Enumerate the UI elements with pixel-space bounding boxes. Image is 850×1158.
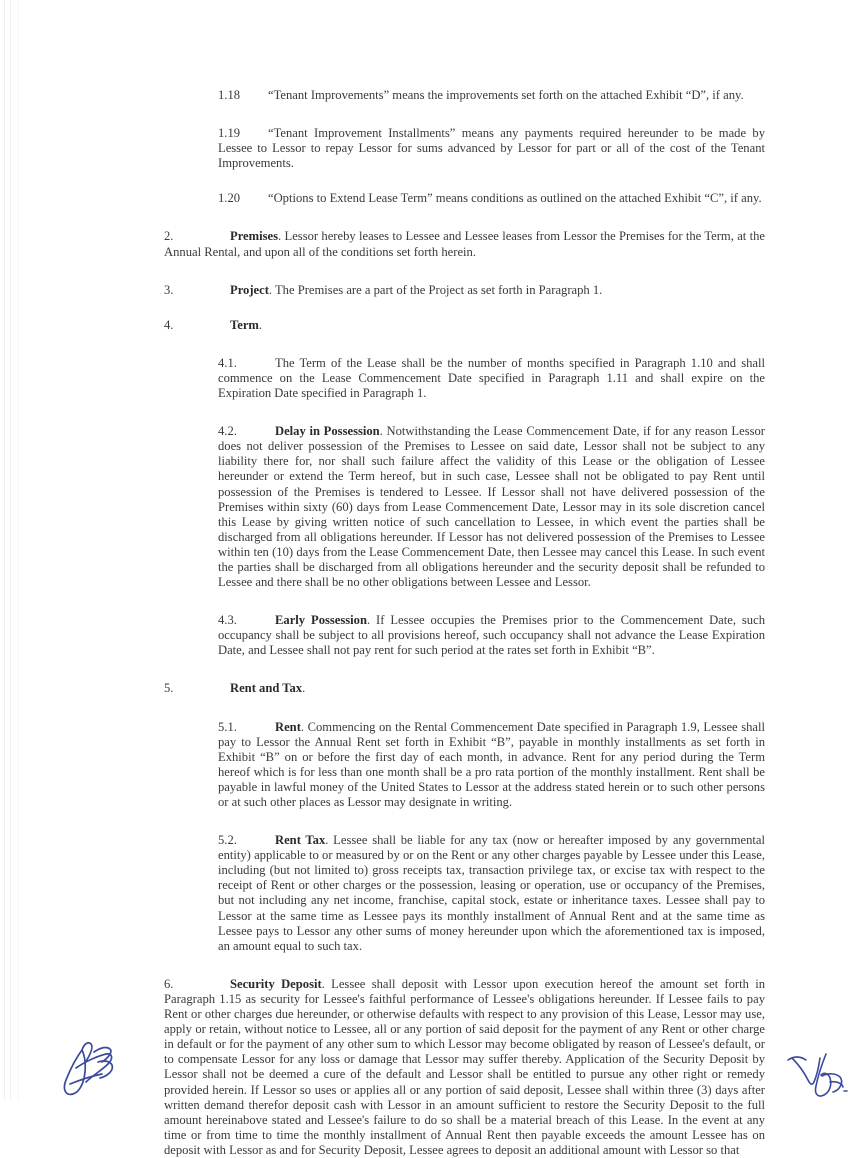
clause-text: . If Lessee occupies the Premises prior to the Commencement Date, such occupancy shall be subject to all provisions hereof, such occupancy shall not advance the Lease Expiration Date, and Lessee shall not pay rent for such period at the rates set forth in Exhibit “B”. bbox=[218, 613, 765, 658]
clause-1-18 bbox=[117, 88, 765, 103]
clause-heading: Security Deposit bbox=[230, 976, 322, 991]
clause-text: . The Premises are a part of the Project as set forth in Paragraph 1. bbox=[268, 282, 603, 297]
clause-heading: Rent bbox=[275, 719, 301, 734]
clause-number: 4. bbox=[164, 317, 174, 332]
clause-text: . bbox=[258, 317, 263, 332]
clause-heading: Term bbox=[230, 317, 259, 332]
clause-number: 5.1. bbox=[218, 719, 237, 734]
clause-4-1 bbox=[117, 356, 765, 401]
clause-heading: Rent and Tax bbox=[230, 681, 303, 696]
clause-1-19 bbox=[117, 126, 765, 171]
signature-initials-right bbox=[786, 1048, 850, 1100]
clause-number: 2. bbox=[164, 229, 174, 244]
clause-text: . Commencing on the Rental Commencement Date specified in Paragraph 1.9, Lessee shall pay to Lessor the Annual Rent set forth in Exhibit “B”, payable in monthly installments as set forth in Exhibit “B” on or before the first day of each month, in advance. Rent for any period during the Term hereof which is for less than one month shall be a pro rata portion of the monthly installment. Rent shall be payable in lawful money of the United States to Lessor at the address stated herein or to such other persons or at such other places as Lessor may designate in writing. bbox=[218, 719, 765, 809]
clause-number: 4.2. bbox=[218, 424, 237, 439]
clause-5-1-rent bbox=[117, 720, 765, 811]
clause-text: . bbox=[302, 681, 306, 696]
clause-text: “Tenant Improvement Installments” means any payments required hereunder to be made by Lessee to Lessor to repay Lessor for sums advanced by Lessor for part or all of the cost of the Tenant Improvements. bbox=[218, 126, 765, 171]
clause-5-2-rent-tax bbox=[117, 833, 765, 954]
document-body bbox=[117, 88, 765, 1158]
clause-heading: Premises bbox=[230, 229, 279, 244]
clause-number: 1.19 bbox=[218, 126, 241, 141]
clause-3-project bbox=[117, 283, 765, 298]
clause-number: 1.18 bbox=[218, 88, 241, 102]
signature-mark-icon bbox=[786, 1048, 850, 1100]
clause-heading: Early Possession bbox=[275, 613, 367, 628]
clause-number: 6. bbox=[164, 976, 174, 991]
clause-1-20 bbox=[117, 191, 765, 206]
scan-artifact-line bbox=[4, 0, 5, 1100]
clause-number: 5.2. bbox=[218, 833, 237, 848]
clause-number: 1.20 bbox=[218, 191, 241, 206]
clause-5-rent-and-tax bbox=[117, 681, 765, 696]
clause-text: The Term of the Lease shall be the number of months specified in Paragraph 1.10 and shall commence on the Lease Commencement Date specified in Paragraph 1.11 and shall expire on the Expiration Date specified in Paragraph 1. bbox=[218, 355, 765, 401]
clause-number: 5. bbox=[164, 681, 174, 696]
clause-text: “Tenant Improvements” means the improvements set forth on the attached Exhibit “D”, if any. bbox=[268, 88, 744, 102]
clause-text: . Lessee shall deposit with Lessor upon execution hereof the amount set forth in Paragraph 1.15 as security for Lessee's faithful performance of Lessee's obligations hereunder. If Lessee fails to pay Rent or other charges due hereunder, or otherwise defaults with respect to any provision of this Lease, Lessor may use, apply or retain, without notice to Lessee, all or any portion of said deposit for the payment of any Rent or other charge in default or for the payment of any other sum to which Lessor may become obligated by reason of Lessee's default, or to compensate Lessor for any loss or damage that Lessor may suffer thereby. Application of the Security Deposit by Lessor shall not be deemed a cure of the default and Lessor shall be entitled to pursue any other right or remedy provided herein. If Lessor so uses or applies all or any portion of said deposit, Lessee shall within three (3) days after written demand therefor deposit cash with Lessor in an amount sufficient to restore the Security Deposit to the full amount hereinabove stated and Lessee's failure to do so shall be a material breach of this Lease. In the event at any time or from time to time the monthly installment of Annual Rent then payable exceeds the amount Lessee has on deposit with Lessor as and for Security Deposit, Lessee agrees to deposit an additional amount with Lessor so that bbox=[164, 976, 766, 1157]
clause-number: 3. bbox=[164, 282, 174, 297]
clause-text: . Lessee shall be liable for any tax (now or hereafter imposed by any governmental entity) applicable to or measured by or on the Rent or any other charges payable by Lessee under this Lease, including (but not limited to) gross receipts tax, transaction privilege tax, or excise tax with respect to the receipt of Rent or other charges or the possession, leasing or operation, use or occupancy of the Premises, but not including any net income, franchise, capital stock, estate or inheritance taxes. Lessee shall pay to Lessor at the same time as Lessee pays its monthly installment of Annual Rent and at the same time as Lessee pays to Lessor any other sums of money hereunder upon which the aforementioned tax is imposed, an amount equal to such tax. bbox=[218, 833, 766, 953]
clause-heading: Rent Tax bbox=[275, 833, 326, 848]
clause-2-premises bbox=[117, 229, 765, 259]
clause-4-2-delay-in-possession bbox=[117, 424, 765, 590]
clause-text: . Lessor hereby leases to Lessee and Lessee leases from Lessor the Premises for the Term, at the Annual Rental, and upon all of the conditions set forth herein. bbox=[164, 229, 765, 259]
scan-artifact-line bbox=[10, 0, 11, 1100]
clause-heading: Delay in Possession bbox=[275, 424, 380, 439]
scan-artifact-line bbox=[18, 0, 19, 1100]
clause-4-term bbox=[117, 318, 765, 333]
clause-4-3-early-possession bbox=[117, 613, 765, 658]
clause-number: 4.3. bbox=[218, 613, 237, 628]
clause-6-security-deposit bbox=[117, 977, 765, 1158]
clause-text: “Options to Extend Lease Term” means conditions as outlined on the attached Exhibit “C”, if any. bbox=[268, 191, 762, 206]
clause-heading: Project bbox=[230, 282, 269, 297]
clause-text: . Notwithstanding the Lease Commencement Date, if for any reason Lessor does not deliver possession of the Premises to Lessee on said date, Lessor shall not be subject to any liability there for, nor shall such failure affect the validity of this Lease or the obligation of Lessee hereunder or extend the Term hereof, but in such case, Lessee shall not be obligated to pay Rent until possession of the Premises is tendered to Lessee. If Lessor shall not have delivered possession of the Premises within sixty (60) days from Lease Commencement Date, Lessor may in its sole discretion cancel this Lease by giving written notice of such cancellation to Lessee, in which event the parties shall be discharged from all obligations hereunder. If Lessor has not delivered possession of the Premises to Lessee within ten (10) days from the Lease Commencement Date, then Lessee may cancel this Lease. In such event the parties shall be discharged from all obligations hereunder and the security deposit shall be refunded to Lessee and there shall be no other obligations between Lessee and Lessor. bbox=[218, 424, 765, 590]
clause-number: 4.1. bbox=[218, 355, 237, 370]
